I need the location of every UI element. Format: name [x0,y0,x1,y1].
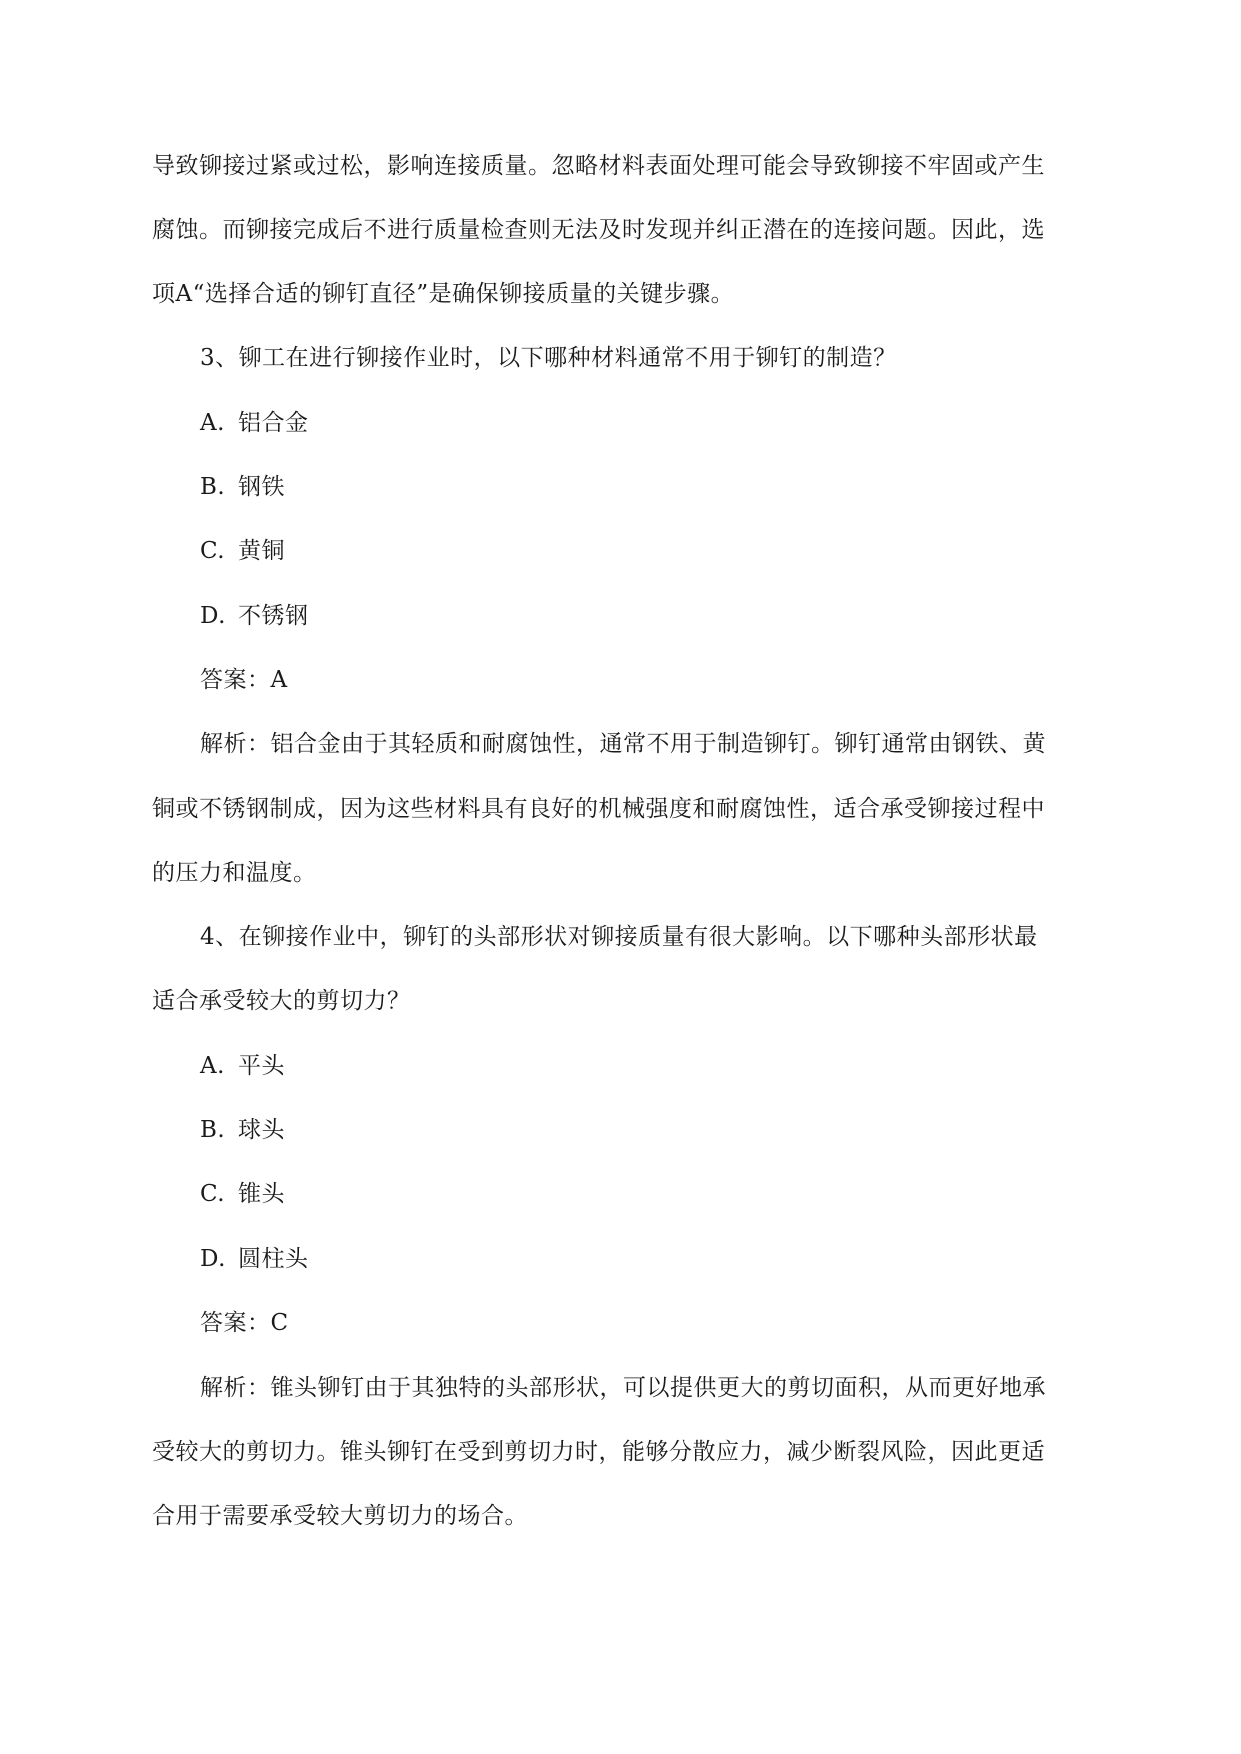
q3-option-c [0,536,1241,566]
q4-question-line-1: 4、在铆接作业中，铆钉的头部形状对铆接质量有很大影响。以下哪种头部形状最 [200,924,1038,950]
option-text: 球头 [238,1117,285,1143]
q4-question-line-2: 适合承受较大的剪切力？ [152,988,411,1014]
option-text: 黄铜 [238,538,285,564]
q4-analysis-line-3: 合用于需要承受较大剪切力的场合。 [152,1503,528,1529]
intro-line-2: 腐蚀。而铆接完成后不进行质量检查则无法及时发现并纠正潜在的连接问题。因此，选 [152,217,1045,243]
option-letter: D. [200,1246,226,1272]
q4-analysis-line-2: 受较大的剪切力。锥头铆钉在受到剪切力时，能够分散应力，减少断裂风险，因此更适 [152,1439,1045,1465]
option-text: 锥头 [238,1181,285,1207]
intro-line-1: 导致铆接过紧或过松，影响连接质量。忽略材料表面处理可能会导致铆接不牢固或产生 [152,153,1045,179]
q3-analysis-line-1: 解析：铝合金由于其轻质和耐腐蚀性，通常不用于制造铆钉。铆钉通常由钢铁、黄 [200,731,1046,757]
q4-option-b [0,1115,1241,1145]
q3-analysis-line-3: 的压力和温度。 [152,860,317,886]
q4-option-c [0,1179,1241,1209]
option-text: 圆柱头 [238,1246,309,1272]
option-text: 平头 [238,1053,285,1079]
option-text: 铝合金 [238,410,309,436]
option-text: 钢铁 [238,474,285,500]
option-letter: B. [200,1117,226,1143]
q3-analysis-line-2: 铜或不锈钢制成，因为这些材料具有良好的机械强度和耐腐蚀性，适合承受铆接过程中 [152,796,1045,822]
q4-option-a [0,1051,1241,1081]
q4-analysis-line-1: 解析：锥头铆钉由于其独特的头部形状，可以提供更大的剪切面积，从而更好地承 [200,1375,1046,1401]
q4-answer: 答案：C [200,1310,289,1336]
option-text: 不锈钢 [238,603,309,629]
option-letter: A. [200,410,225,436]
q3-option-d [0,601,1241,631]
q3-question: 3、铆工在进行铆接作业时，以下哪种材料通常不用于铆钉的制造？ [200,345,897,371]
q4-option-d [0,1244,1241,1274]
option-letter: A. [200,1053,225,1079]
q3-option-b [0,472,1241,502]
q3-option-a [0,408,1241,438]
intro-line-3: 项A“选择合适的铆钉直径”是确保铆接质量的关键步骤。 [152,281,735,307]
option-letter: C. [200,538,226,564]
option-letter: D. [200,603,226,629]
q3-answer: 答案：A [200,667,288,693]
option-letter: C. [200,1181,226,1207]
option-letter: B. [200,474,226,500]
